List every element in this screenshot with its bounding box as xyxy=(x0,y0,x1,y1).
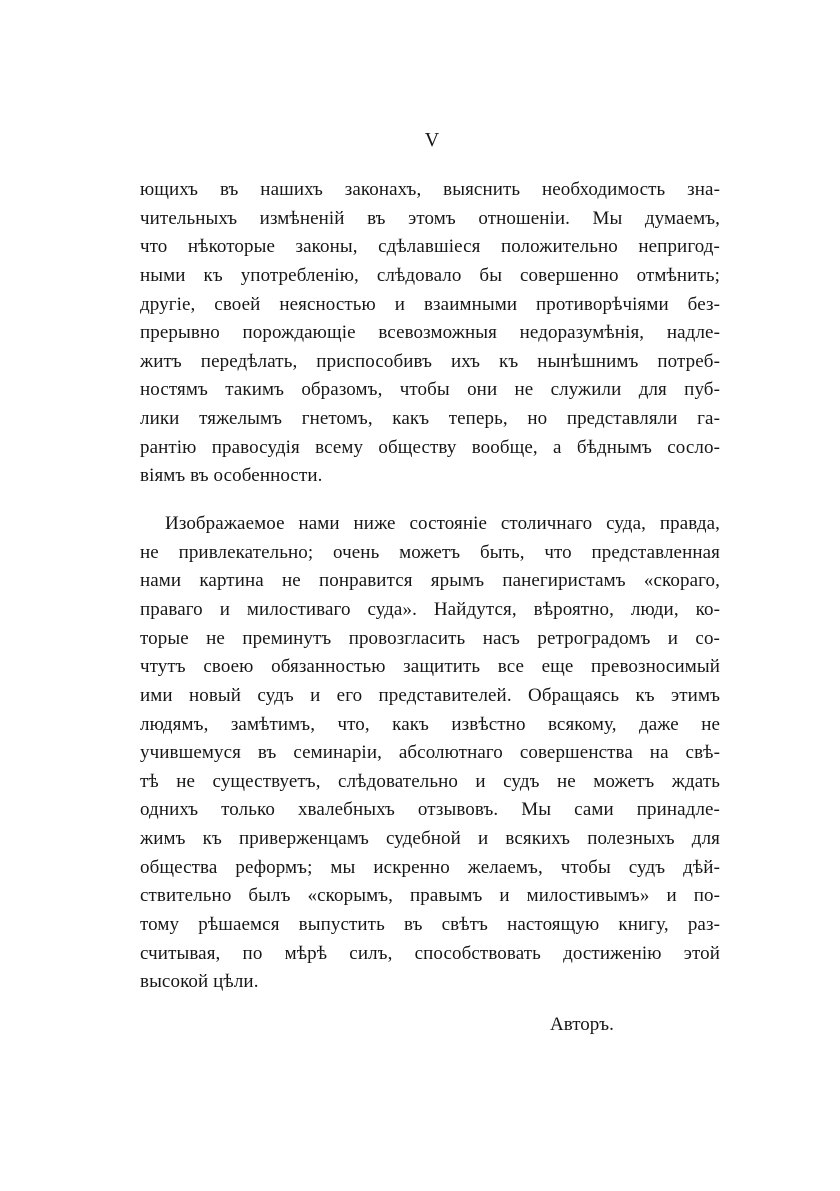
text-line: віямъ въ особенности. xyxy=(140,465,323,487)
text-line: нами картина не понравится ярымъ панегиристамъ «скораго, xyxy=(140,570,720,592)
text-line: не привлекательно; очень можетъ быть, что представленная xyxy=(140,541,720,563)
text-line: чительныхъ измѣненій въ этомъ отношеніи. Мы думаемъ, xyxy=(140,207,720,229)
body-text xyxy=(140,176,720,997)
text-line: лики тяжелымъ гнетомъ, какъ теперь, но представляли га- xyxy=(140,408,720,430)
page-number: V xyxy=(424,129,440,151)
text-line: учившемуся въ семинаріи, абсолютнаго совершенства на свѣ- xyxy=(140,742,720,764)
text-line: ностямъ такимъ образомъ, чтобы они не служили для пуб- xyxy=(140,379,720,401)
text-line: житъ передѣлать, приспособивъ ихъ къ нынѣшнимъ потреб- xyxy=(140,350,720,372)
text-line: тому рѣшаемся выпустить въ свѣтъ настоящую книгу, раз- xyxy=(140,914,720,936)
text-line: ими новый судъ и его представителей. Обращаясь къ этимъ xyxy=(140,684,720,706)
text-line: ющихъ въ нашихъ законахъ, выяснить необходимость зна- xyxy=(140,179,720,200)
paragraph xyxy=(140,510,720,997)
text-line: праваго и милостиваго суда». Найдутся, вѣроятно, люди, ко- xyxy=(140,598,720,620)
text-line: считывая, по мѣрѣ силъ, способствовать достиженію этой xyxy=(140,942,720,964)
text-line: людямъ, замѣтимъ, что, какъ извѣстно всякому, даже не xyxy=(140,713,720,735)
text-line: рантію правосудія всему обществу вообще, а бѣднымъ сосло- xyxy=(140,436,720,458)
text-line: чтутъ своею обязанностью защитить все еще превозносимый xyxy=(140,656,720,678)
paragraph-continued xyxy=(140,176,720,491)
text-line: торые не преминутъ провозгласить насъ ретроградомъ и со- xyxy=(140,627,720,649)
text-line: Изображаемое нами ниже состояніе столичнаго суда, правда, xyxy=(165,513,720,535)
text-line: ными къ употребленію, слѣдовало бы совершенно отмѣнить; xyxy=(140,264,720,286)
text-line: жимъ къ приверженцамъ судебной и всякихъ полезныхъ для xyxy=(140,828,720,850)
text-line: тѣ не существуетъ, слѣдовательно и судъ не можетъ ждать xyxy=(140,770,720,792)
text-line: прерывно порождающіе всевозможныя недоразумѣнія, надле- xyxy=(140,322,720,344)
text-line: другіе, своей неясностью и взаимными противорѣчіями без- xyxy=(140,293,720,315)
text-line: однихъ только хвалебныхъ отзывовъ. Мы сами принадле- xyxy=(140,799,720,821)
text-line: высокой цѣли. xyxy=(140,971,259,993)
text-line: что нѣкоторые законы, сдѣлавшіеся положительно непригод- xyxy=(140,236,720,258)
text-line: общества реформъ; мы искренно желаемъ, чтобы судъ дѣй- xyxy=(140,856,720,878)
text-line: ствительно былъ «скорымъ, правымъ и милостивымъ» и по- xyxy=(140,885,720,907)
author-signature: Авторъ. xyxy=(550,1014,614,1035)
